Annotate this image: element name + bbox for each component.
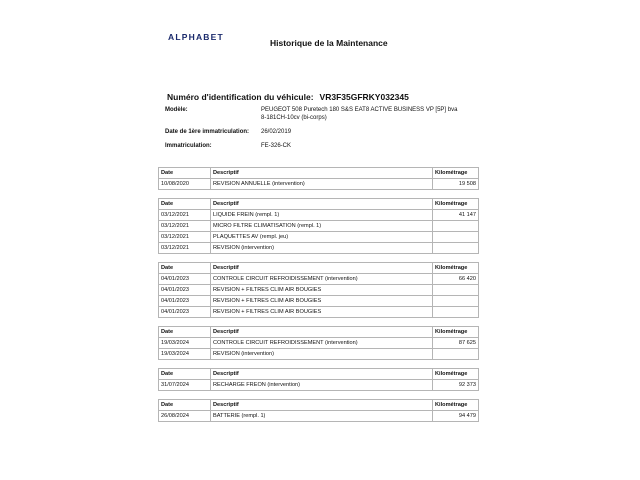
header-description: Descriptif <box>211 168 433 179</box>
table-row <box>159 179 479 190</box>
row-km: 92 373 <box>433 380 479 391</box>
row-km <box>433 232 479 243</box>
maintenance-table <box>158 399 479 422</box>
row-description: REVISION + FILTRES CLIM AIR BOUGIES <box>211 296 433 307</box>
header-km: Kilométrage <box>433 199 479 210</box>
model-value-line2: 8-181CH-10cv (bi-corps) <box>261 115 327 121</box>
maintenance-table <box>158 262 479 318</box>
table-row <box>159 285 479 296</box>
row-date: 03/12/2021 <box>159 210 211 221</box>
table-row <box>159 338 479 349</box>
table-row <box>159 232 479 243</box>
header-km: Kilométrage <box>433 400 479 411</box>
table-header-row <box>159 263 479 274</box>
plate-row <box>165 142 485 150</box>
table-row <box>159 210 479 221</box>
table-header-row <box>159 327 479 338</box>
vin-value: VR3F35GFRKY032345 <box>319 92 409 102</box>
table-header-row <box>159 369 479 380</box>
maintenance-table <box>158 167 479 190</box>
header-date: Date <box>159 168 211 179</box>
row-km <box>433 221 479 232</box>
maintenance-history <box>158 167 478 430</box>
row-date: 04/01/2023 <box>159 274 211 285</box>
header-km: Kilométrage <box>433 369 479 380</box>
row-date: 26/08/2024 <box>159 411 211 422</box>
row-date: 19/03/2024 <box>159 338 211 349</box>
header-date: Date <box>159 369 211 380</box>
table-row <box>159 380 479 391</box>
row-description: REVISION ANNUELLE (intervention) <box>211 179 433 190</box>
header-description: Descriptif <box>211 369 433 380</box>
model-value <box>261 106 485 122</box>
page-title: Historique de la Maintenance <box>270 38 388 48</box>
row-description: MICRO FILTRE CLIMATISATION (rempl. 1) <box>211 221 433 232</box>
header-description: Descriptif <box>211 400 433 411</box>
maintenance-table <box>158 326 479 360</box>
table-row <box>159 349 479 360</box>
row-date: 19/03/2024 <box>159 349 211 360</box>
header-km: Kilométrage <box>433 168 479 179</box>
table-header-row <box>159 168 479 179</box>
row-km: 87 625 <box>433 338 479 349</box>
maintenance-table <box>158 368 479 391</box>
row-km: 19 508 <box>433 179 479 190</box>
header-description: Descriptif <box>211 199 433 210</box>
row-description: PLAQUETTES AV (rempl. jeu) <box>211 232 433 243</box>
table-row <box>159 296 479 307</box>
table-header-row <box>159 199 479 210</box>
plate-label: Immatriculation: <box>165 143 212 149</box>
row-date: 03/12/2021 <box>159 232 211 243</box>
maintenance-table <box>158 198 479 254</box>
header-date: Date <box>159 400 211 411</box>
table-row <box>159 411 479 422</box>
row-description: RECHARGE FREON (intervention) <box>211 380 433 391</box>
header-km: Kilométrage <box>433 327 479 338</box>
row-date: 04/01/2023 <box>159 307 211 318</box>
header-date: Date <box>159 199 211 210</box>
row-description: LIQUIDE FREIN (rempl. 1) <box>211 210 433 221</box>
header-description: Descriptif <box>211 263 433 274</box>
table-row <box>159 243 479 254</box>
row-description: REVISION (intervention) <box>211 243 433 254</box>
table-header-row <box>159 400 479 411</box>
vin-line <box>167 92 409 102</box>
model-label: Modèle: <box>165 107 188 113</box>
row-description: BATTERIE (rempl. 1) <box>211 411 433 422</box>
header-date: Date <box>159 327 211 338</box>
header-date: Date <box>159 263 211 274</box>
row-km <box>433 285 479 296</box>
model-row <box>165 106 485 122</box>
plate-value: FE-326-CK <box>261 143 292 149</box>
table-row <box>159 274 479 285</box>
table-row <box>159 307 479 318</box>
vin-label: Numéro d'identification du véhicule: <box>167 92 314 102</box>
row-date: 10/08/2020 <box>159 179 211 190</box>
first-registration-label: Date de 1ère immatriculation: <box>165 129 250 135</box>
row-description: CONTROLE CIRCUIT REFROIDISSEMENT (intervention) <box>211 274 433 285</box>
row-km: 41 147 <box>433 210 479 221</box>
row-description: CONTROLE CIRCUIT REFROIDISSEMENT (intervention) <box>211 338 433 349</box>
row-date: 03/12/2021 <box>159 221 211 232</box>
table-row <box>159 221 479 232</box>
row-km <box>433 296 479 307</box>
row-km <box>433 349 479 360</box>
alphabet-logo: ALPHABET <box>168 32 224 42</box>
first-registration-value: 26/02/2019 <box>261 129 292 135</box>
vehicle-info <box>165 106 485 156</box>
row-date: 04/01/2023 <box>159 296 211 307</box>
row-date: 04/01/2023 <box>159 285 211 296</box>
row-description: REVISION + FILTRES CLIM AIR BOUGIES <box>211 285 433 296</box>
row-description: REVISION (intervention) <box>211 349 433 360</box>
header-description: Descriptif <box>211 327 433 338</box>
row-km: 66 420 <box>433 274 479 285</box>
row-date: 31/07/2024 <box>159 380 211 391</box>
row-km <box>433 307 479 318</box>
row-date: 03/12/2021 <box>159 243 211 254</box>
model-value-line1: PEUGEOT 508 Puretech 180 S&S EAT8 ACTIVE BUSINESS VP [5P] bva <box>261 107 458 113</box>
header-km: Kilométrage <box>433 263 479 274</box>
first-registration-row <box>165 128 485 136</box>
row-km <box>433 243 479 254</box>
row-description: REVISION + FILTRES CLIM AIR BOUGIES <box>211 307 433 318</box>
row-km: 94 479 <box>433 411 479 422</box>
